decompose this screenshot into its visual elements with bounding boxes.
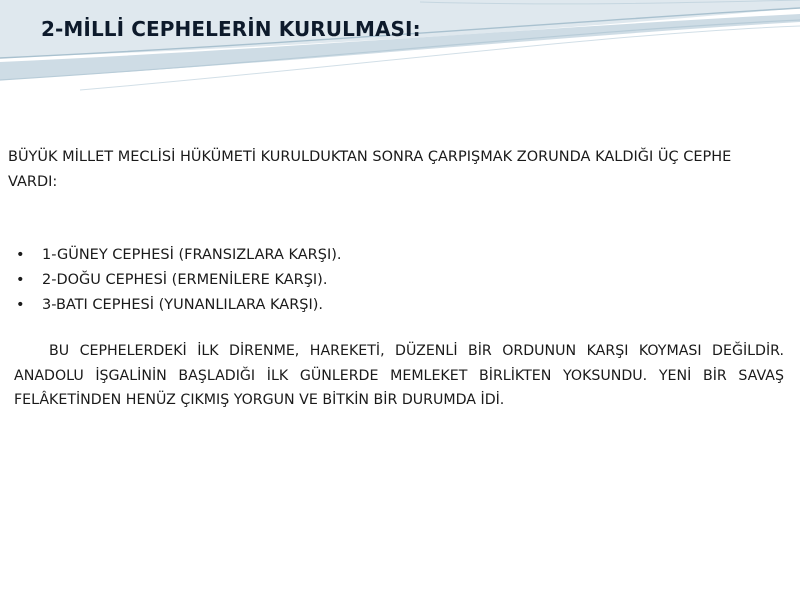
list-item-west-front [16, 293, 342, 318]
intro-text: BÜYÜK MİLLET MECLİSİ HÜKÜMETİ KURULDUKTAN SONRA ÇARPIŞMAK ZORUNDA KALDIĞI ÜÇ CEPHE VARDI: [8, 149, 732, 190]
bullet-icon: • [16, 272, 25, 288]
bullet-icon: • [16, 297, 25, 313]
list-item-text: 3-BATI CEPHESİ (YUNANLILARA KARŞI). [42, 297, 324, 313]
body-paragraph: BU CEPHELERDEKİ İLK DİRENME, HAREKETİ, DÜZENLİ BİR ORDUNUN KARŞI KOYMASI DEĞİLDİR. ANADOLU İŞGALİNİN BAŞLADIĞI İLK GÜNLERDE MEMLEKET BİRLİKTEN YOKSUNDU. YENİ BİR SAVAŞ FELÂKETİNDEN HENÜZ ÇIKMIŞ YORGUN VE BİTKİN BİR DURUMDA İDİ. [14, 343, 784, 408]
bullet-icon: • [16, 247, 25, 263]
front-list [16, 243, 342, 318]
list-item-text: 2-DOĞU CEPHESİ (ERMENİLERE KARŞI). [42, 272, 328, 288]
list-item-text: 1-GÜNEY CEPHESİ (FRANSIZLARA KARŞI). [42, 247, 342, 263]
header-wave-decoration [0, 0, 800, 100]
list-item-east-front [16, 268, 342, 293]
list-item-south-front [16, 243, 342, 268]
slide-title: 2-MİLLİ CEPHELERİN KURULMASI: [41, 17, 421, 41]
